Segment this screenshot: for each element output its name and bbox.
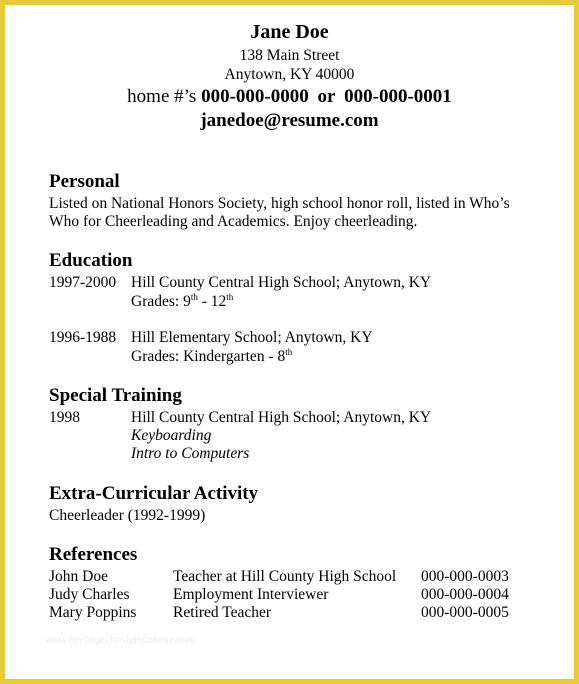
section-title-education: Education xyxy=(49,250,133,271)
phone-2: 000-000-0001 xyxy=(344,86,452,107)
education-grades: Grades: Kindergarten - 8th xyxy=(131,347,293,365)
reference-phone: 000-000-0004 xyxy=(421,586,509,603)
training-school: Hill County Central High School; Anytown, KY xyxy=(131,409,432,426)
email: janedoe@resume.com xyxy=(200,110,379,131)
section-title-activity: Extra-Curricular Activity xyxy=(49,483,259,504)
watermark: www.heritagechristiancollege.com xyxy=(45,635,196,646)
training-year: 1998 xyxy=(49,409,80,426)
education-school: Hill County Central High School; Anytown, KY xyxy=(131,274,432,291)
reference-role: Teacher at Hill County High School xyxy=(173,568,397,585)
reference-role: Employment Interviewer xyxy=(173,586,329,603)
phone-1: 000-000-0000 xyxy=(201,86,309,107)
reference-name: John Doe xyxy=(49,568,108,585)
reference-name: Judy Charles xyxy=(49,586,130,603)
phone-line xyxy=(5,86,574,108)
activity-line: Cheerleader (1992-1999) xyxy=(49,507,206,524)
education-years: 1997-2000 xyxy=(49,274,117,291)
phone-separator: or xyxy=(317,86,336,107)
education-school: Hill Elementary School; Anytown, KY xyxy=(131,329,373,346)
education-years: 1996-1988 xyxy=(49,329,117,346)
training-course: Intro to Computers xyxy=(131,445,250,462)
address-line-2: Anytown, KY 40000 xyxy=(224,66,355,83)
resume-name: Jane Doe xyxy=(250,21,329,43)
reference-name: Mary Poppins xyxy=(49,604,137,621)
reference-phone: 000-000-0005 xyxy=(421,604,509,621)
personal-line-2: Who for Cheerleading and Academics. Enjoy cheerleading. xyxy=(49,213,418,230)
training-course: Keyboarding xyxy=(131,427,212,444)
section-title-training: Special Training xyxy=(49,385,182,406)
education-grades: Grades: 9th - 12th xyxy=(131,292,234,310)
phone-prefix: home #’s xyxy=(127,86,197,107)
section-title-references: References xyxy=(49,544,138,565)
address-line-1: 138 Main Street xyxy=(239,47,340,64)
personal-line-1: Listed on National Honors Society, high school honor roll, listed in Who’s xyxy=(49,195,510,212)
section-title-personal: Personal xyxy=(49,171,120,192)
reference-role: Retired Teacher xyxy=(173,604,272,621)
reference-phone: 000-000-0003 xyxy=(421,568,509,585)
